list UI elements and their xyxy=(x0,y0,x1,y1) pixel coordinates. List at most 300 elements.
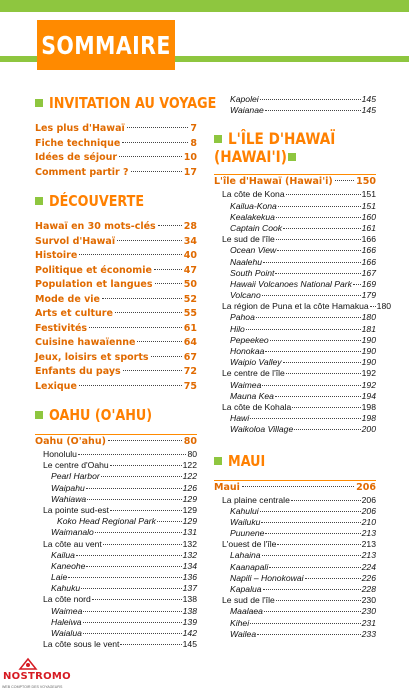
toc-entry-title: La région de Puna et la côte Hamakua xyxy=(222,301,369,312)
section-heading-oahu xyxy=(35,406,197,424)
toc-subentry[interactable] xyxy=(214,506,376,517)
leader-dots xyxy=(278,206,361,207)
toc-entry[interactable] xyxy=(214,234,376,245)
toc-heading-item[interactable] xyxy=(35,166,197,181)
toc-entry-title: Maalaea xyxy=(230,606,263,617)
toc-heading-item[interactable] xyxy=(35,307,197,322)
left-column xyxy=(35,94,217,650)
toc-entry-page: 213 xyxy=(361,539,376,550)
toc-entry-title: Mauna Kea xyxy=(230,390,274,401)
toc-subentry[interactable] xyxy=(35,516,197,527)
toc-subentry[interactable] xyxy=(214,550,376,561)
toc-subentry[interactable] xyxy=(214,606,376,617)
toc-entry-page: 80 xyxy=(187,449,197,459)
toc-entry-page: 180 xyxy=(361,312,376,323)
toc-subentry[interactable] xyxy=(214,201,376,212)
toc-entry-page: 190 xyxy=(361,346,376,356)
toc-item-page: 75 xyxy=(183,380,197,392)
toc-entry-page: 192 xyxy=(361,368,376,379)
toc-subentry[interactable] xyxy=(214,562,376,573)
leader-dots xyxy=(117,240,182,241)
toc-entry-title: La pointe sud-est xyxy=(43,504,109,515)
toc-item-title: Survol d'Hawaï xyxy=(35,235,116,247)
toc-entry-title: La plaine centrale xyxy=(222,494,290,505)
toc-entry-page: 145 xyxy=(361,105,376,116)
section-list-decouverte xyxy=(35,220,197,394)
toc-subentry[interactable] xyxy=(35,606,197,617)
toc-entry[interactable] xyxy=(35,594,197,605)
leader-dots xyxy=(68,577,181,578)
leader-dots xyxy=(265,351,360,352)
toc-subentry[interactable] xyxy=(214,245,376,256)
square-bullet-icon xyxy=(35,197,43,205)
leader-dots xyxy=(151,356,182,357)
toc-entry-title: Waimea xyxy=(51,605,83,616)
leader-dots xyxy=(276,600,361,601)
toc-heading-item[interactable] xyxy=(35,137,197,152)
toc-entry[interactable] xyxy=(214,495,376,506)
toc-heading-item[interactable] xyxy=(35,336,197,351)
section-list-invitation xyxy=(35,122,197,180)
toc-entry-title: Puunene xyxy=(230,528,265,539)
leader-dots xyxy=(305,578,361,579)
toc-entry[interactable] xyxy=(214,368,376,379)
toc-entry-title: Kailua-Kona xyxy=(230,200,277,211)
toc-item-page: 8 xyxy=(190,137,197,149)
toc-entry-title: La côte de Kohala xyxy=(222,401,292,412)
title-rule-right xyxy=(175,56,409,62)
toc-entry-page: 169 xyxy=(361,278,376,289)
toc-entry[interactable] xyxy=(35,460,197,471)
toc-item-page: 64 xyxy=(183,337,197,348)
toc-subentry[interactable] xyxy=(214,94,376,105)
toc-subentry[interactable] xyxy=(214,528,376,539)
toc-item-page: 28 xyxy=(183,221,197,232)
section-title: MAUI xyxy=(228,451,266,470)
logo-mark-icon xyxy=(18,657,38,671)
toc-subentry[interactable] xyxy=(214,105,376,116)
toc-subentry[interactable] xyxy=(35,572,197,583)
toc-subentry[interactable] xyxy=(214,312,376,323)
toc-entry-title: Hilo xyxy=(230,323,245,334)
toc-heading-item[interactable] xyxy=(35,351,197,366)
toc-entry[interactable] xyxy=(214,189,376,200)
toc-entry-title: Hawaii Volcanoes National Park xyxy=(230,278,352,289)
toc-subentry[interactable] xyxy=(214,573,376,584)
toc-item-title: Mode de vie xyxy=(35,293,100,305)
leader-dots xyxy=(269,567,360,568)
toc-heading-item[interactable] xyxy=(35,235,197,250)
leader-dots xyxy=(256,317,361,318)
leader-dots xyxy=(265,110,361,111)
toc-entry-title: La côte de Kona xyxy=(222,189,285,200)
toc-entry-page: 139 xyxy=(182,616,197,627)
toc-entry-title: Kapalua xyxy=(230,584,262,594)
chapter-page: 80 xyxy=(183,436,197,447)
chapter-title: Oahu (O'ahu) xyxy=(35,436,106,447)
leader-dots xyxy=(262,555,361,556)
toc-subentry[interactable] xyxy=(214,424,376,435)
section-heading-invitation xyxy=(35,94,217,112)
toc-entry-page: 145 xyxy=(361,94,376,104)
chapter-title: L'île d'Hawaï (Hawai'i) xyxy=(214,176,333,188)
leader-dots xyxy=(103,544,182,545)
chapter-row-hawaii[interactable] xyxy=(214,174,376,189)
toc-entry-title: Naalehu xyxy=(230,256,263,267)
entry-list-maui xyxy=(214,495,376,640)
toc-entry-title: Haleiwa xyxy=(51,616,82,627)
leader-dots xyxy=(122,142,188,143)
toc-entry-page: 233 xyxy=(361,628,376,639)
toc-item-title: Histoire xyxy=(35,250,78,261)
square-bullet-icon xyxy=(35,411,43,419)
chapter-page: 150 xyxy=(356,176,376,188)
toc-subentry[interactable] xyxy=(214,268,376,279)
toc-entry-page: 122 xyxy=(182,471,197,482)
toc-entry-title: Kahuku xyxy=(51,583,81,594)
leader-dots xyxy=(260,511,361,512)
toc-item-page: 52 xyxy=(183,293,197,305)
toc-entry-page: 134 xyxy=(182,560,197,571)
toc-entry-page: 180 xyxy=(376,301,392,312)
section-title: INVITATION AU VOYAGE xyxy=(49,94,217,112)
page-title: SOMMAIRE xyxy=(41,30,171,60)
toc-entry-title: Waipahu xyxy=(51,482,85,493)
toc-entry-page: 198 xyxy=(361,401,376,412)
toc-entry-title: Waimanalo xyxy=(51,527,94,538)
toc-subentry[interactable] xyxy=(214,629,376,640)
toc-entry-page: 213 xyxy=(361,550,376,561)
toc-entry[interactable] xyxy=(214,301,392,312)
leader-dots xyxy=(83,611,181,612)
toc-entry-page: 226 xyxy=(361,572,376,583)
toc-entry-title: La côte nord xyxy=(43,594,91,605)
toc-subentry[interactable] xyxy=(214,517,376,528)
toc-subentry[interactable] xyxy=(214,290,376,301)
leader-dots xyxy=(83,633,182,634)
toc-subentry[interactable] xyxy=(35,527,197,538)
leader-dots xyxy=(102,298,182,299)
toc-entry-page: 190 xyxy=(361,334,376,345)
toc-subentry[interactable] xyxy=(214,257,376,268)
toc-heading-item[interactable] xyxy=(35,249,197,264)
toc-entry-page: 136 xyxy=(182,572,197,583)
toc-heading-item[interactable] xyxy=(35,151,197,166)
toc-entry-page: 137 xyxy=(182,583,197,594)
section-heading-maui xyxy=(214,452,376,470)
toc-subentry[interactable] xyxy=(214,212,376,223)
toc-entry-page: 190 xyxy=(361,357,376,368)
toc-entry-page: 210 xyxy=(361,516,376,527)
toc-item-title: Arts et culture xyxy=(35,308,113,319)
leader-dots xyxy=(242,486,354,487)
toc-subentry[interactable] xyxy=(35,483,197,494)
toc-item-title: Jeux, loisirs et sports xyxy=(35,351,149,363)
leader-dots xyxy=(262,385,360,386)
leader-dots xyxy=(261,522,360,523)
toc-entry-title: Waialua xyxy=(51,628,82,638)
leader-dots xyxy=(294,429,360,430)
toc-entry-page: 122 xyxy=(182,460,197,471)
toc-entry-page: 129 xyxy=(182,504,197,515)
toc-subentry[interactable] xyxy=(214,335,376,346)
leader-dots xyxy=(264,611,361,612)
toc-entry-title: Honokaa xyxy=(230,346,265,356)
toc-entry-title: Wailuku xyxy=(230,516,261,527)
toc-entry-title: Honolulu xyxy=(43,449,77,459)
toc-subentry[interactable] xyxy=(35,583,197,594)
square-bullet-icon xyxy=(288,153,296,161)
toc-entry-page: 132 xyxy=(182,549,197,560)
toc-entry-title: Laie xyxy=(51,572,68,583)
toc-entry-title: Pearl Harbor xyxy=(51,471,100,482)
toc-entry-page: 167 xyxy=(361,267,376,278)
toc-entry-title: Le centre d'Oahu xyxy=(43,460,109,471)
toc-subentry[interactable] xyxy=(214,413,376,424)
leader-dots xyxy=(286,194,361,195)
square-bullet-icon xyxy=(214,135,222,143)
toc-entry-title: Kailua xyxy=(51,549,75,560)
toc-heading-item[interactable] xyxy=(35,220,197,235)
toc-entry-page: 160 xyxy=(361,211,376,222)
toc-item-title: Cuisine hawaïenne xyxy=(35,337,136,348)
toc-entry[interactable] xyxy=(214,402,376,413)
toc-entry-page: 206 xyxy=(361,494,376,505)
toc-entry-title: South Point xyxy=(230,267,275,278)
top-green-bar xyxy=(0,0,409,12)
toc-heading-item[interactable] xyxy=(35,322,197,337)
toc-item-page: 40 xyxy=(183,250,197,261)
toc-item-page: 17 xyxy=(183,166,197,178)
leader-dots xyxy=(110,510,182,511)
leader-dots xyxy=(263,262,361,263)
leader-dots xyxy=(76,555,182,556)
toc-subentry[interactable] xyxy=(35,628,197,639)
toc-entry-title: Hawi xyxy=(230,413,250,424)
chapter-row-maui[interactable] xyxy=(214,480,376,495)
toc-item-page: 47 xyxy=(183,264,197,276)
leader-dots xyxy=(108,440,182,441)
toc-entry-page: 142 xyxy=(182,628,197,638)
leader-dots xyxy=(101,476,182,477)
leader-dots xyxy=(277,250,360,251)
toc-item-page: 72 xyxy=(183,366,197,377)
chapter-page: 206 xyxy=(356,481,376,493)
toc-entry-title: Koko Head Regional Park xyxy=(57,516,156,527)
leader-dots xyxy=(263,589,361,590)
title-rule-left xyxy=(0,56,37,62)
toc-entry-page: 129 xyxy=(182,516,197,527)
toc-entry-page: 181 xyxy=(361,323,376,334)
square-bullet-icon xyxy=(214,457,222,465)
toc-entry[interactable] xyxy=(214,539,376,550)
leader-dots xyxy=(246,329,361,330)
toc-entry[interactable] xyxy=(35,639,197,650)
leader-dots xyxy=(291,500,361,501)
toc-item-title: Lexique xyxy=(35,380,77,392)
toc-entry-title: Wailea xyxy=(230,628,257,639)
toc-entry-title: Lahaina xyxy=(230,550,261,561)
toc-heading-item[interactable] xyxy=(35,380,197,395)
toc-subentry[interactable] xyxy=(214,380,376,391)
toc-item-title: Politique et économie xyxy=(35,264,152,276)
section-title-line1: L'ÎLE D'HAWAÏ xyxy=(228,129,336,149)
toc-heading-item[interactable] xyxy=(35,365,197,380)
section-title: DÉCOUVERTE xyxy=(49,192,145,210)
leader-dots xyxy=(260,99,361,100)
leader-dots xyxy=(78,454,187,455)
leader-dots xyxy=(86,566,181,567)
toc-entry-title: Waikoloa Village xyxy=(230,424,294,435)
toc-entry-page: 161 xyxy=(361,222,376,233)
toc-entry-title: Le centre de l'île xyxy=(222,368,285,379)
leader-dots xyxy=(275,396,361,397)
toc-subentry[interactable] xyxy=(35,471,197,482)
toc-entry-title: Waimea xyxy=(230,379,262,390)
leader-dots xyxy=(120,644,181,645)
toc-entry-title: Waianae xyxy=(230,105,264,116)
toc-entry-page: 129 xyxy=(182,493,197,504)
leader-dots xyxy=(155,283,182,284)
leader-dots xyxy=(131,171,182,172)
toc-entry-page: 231 xyxy=(361,617,376,628)
toc-heading-item[interactable] xyxy=(35,122,197,137)
section-heading-decouverte xyxy=(35,192,197,210)
toc-entry-page: 166 xyxy=(361,234,376,245)
toc-entry[interactable] xyxy=(35,505,197,516)
toc-heading-item[interactable] xyxy=(35,293,197,308)
toc-entry-page: 198 xyxy=(361,413,376,424)
toc-item-title: Comment partir ? xyxy=(35,166,129,178)
toc-item-title: Fiche technique xyxy=(35,137,121,149)
toc-entry-title: Wahiawa xyxy=(51,493,87,504)
toc-subentry[interactable] xyxy=(214,324,376,335)
toc-entry-page: 194 xyxy=(361,390,376,401)
toc-subentry[interactable] xyxy=(35,494,197,505)
toc-heading-item[interactable] xyxy=(35,264,197,279)
leader-dots xyxy=(87,499,181,500)
square-bullet-icon xyxy=(35,99,43,107)
toc-item-title: Hawaï en 30 mots-clés xyxy=(35,221,156,232)
leader-dots xyxy=(276,217,361,218)
leader-dots xyxy=(283,228,361,229)
leader-dots xyxy=(275,273,360,274)
toc-entry-title: Pepeekeo xyxy=(230,334,269,345)
leader-dots xyxy=(127,127,189,128)
toc-heading-item[interactable] xyxy=(35,278,197,293)
toc-entry[interactable] xyxy=(214,595,376,606)
leader-dots xyxy=(81,588,182,589)
toc-entry[interactable] xyxy=(35,539,197,550)
toc-subentry[interactable] xyxy=(35,617,197,628)
toc-entry-title: Kapolei xyxy=(230,94,259,104)
toc-item-title: Idées de séjour xyxy=(35,152,118,163)
toc-subentry[interactable] xyxy=(35,561,197,572)
toc-subentry[interactable] xyxy=(214,584,376,595)
toc-entry[interactable] xyxy=(35,449,197,460)
leader-dots xyxy=(79,254,181,255)
toc-entry-title: La côte au vent xyxy=(43,538,102,549)
leader-dots xyxy=(277,544,360,545)
entry-list-oahu xyxy=(35,449,197,650)
toc-entry-page: 200 xyxy=(361,424,376,435)
toc-entry-title: Le sud de l'île xyxy=(222,234,275,245)
toc-subentry[interactable] xyxy=(214,357,376,368)
toc-entry-page: 206 xyxy=(361,505,376,516)
toc-item-page: 55 xyxy=(183,308,197,319)
leader-dots xyxy=(115,312,182,313)
leader-dots xyxy=(92,599,182,600)
toc-entry-title: L'ouest de l'île xyxy=(222,539,277,550)
toc-entry-title: Le sud de l'île xyxy=(222,595,275,606)
toc-entry-page: 179 xyxy=(361,290,376,301)
leader-dots xyxy=(154,269,182,270)
toc-item-page: 10 xyxy=(183,152,197,163)
leader-dots xyxy=(158,225,182,226)
toc-item-page: 50 xyxy=(183,279,197,290)
leader-dots xyxy=(95,532,182,533)
toc-entry-page: 131 xyxy=(182,527,197,538)
toc-item-page: 34 xyxy=(183,235,197,247)
leader-dots xyxy=(286,373,361,374)
toc-subentry[interactable] xyxy=(214,346,376,357)
toc-subentry[interactable] xyxy=(214,391,376,402)
leader-dots xyxy=(276,239,361,240)
toc-entry-title: Kihei xyxy=(230,617,250,628)
leader-dots xyxy=(137,341,181,342)
toc-entry-page: 166 xyxy=(361,256,376,267)
toc-entry-page: 138 xyxy=(182,605,197,616)
chapter-row-oahu[interactable] xyxy=(35,434,197,449)
toc-entry-title: La côte sous le vent xyxy=(43,639,120,650)
toc-item-title: Enfants du pays xyxy=(35,366,121,377)
right-column xyxy=(214,94,392,640)
toc-subentry[interactable] xyxy=(214,223,376,234)
leader-dots xyxy=(335,180,354,181)
watermark-logo xyxy=(0,655,71,700)
toc-entry-page: 224 xyxy=(361,561,376,572)
toc-entry-page: 230 xyxy=(361,595,376,606)
watermark-subtitle: WEB COMPTOIR DES VOYAGEURS xyxy=(2,685,63,689)
watermark-name: NOSTROMO xyxy=(3,671,71,682)
toc-subentry[interactable] xyxy=(214,279,376,290)
leader-dots xyxy=(265,533,360,534)
toc-entry-title: Pahoa xyxy=(230,312,255,323)
leader-dots xyxy=(262,295,361,296)
toc-entry-title: Waipio Valley xyxy=(230,357,282,368)
chapter-title: Maui xyxy=(214,481,240,493)
toc-entry-page: 138 xyxy=(182,594,197,605)
leader-dots xyxy=(370,306,376,307)
toc-entry-page: 166 xyxy=(361,245,376,256)
entry-list-oahu-continued xyxy=(214,94,376,116)
leader-dots xyxy=(292,407,360,408)
section-heading-hawaii xyxy=(214,130,376,166)
toc-subentry[interactable] xyxy=(35,550,197,561)
toc-entry-title: Kahului xyxy=(230,505,259,516)
toc-item-title: Les plus d'Hawaï xyxy=(35,123,125,134)
leader-dots xyxy=(110,465,182,466)
leader-dots xyxy=(257,634,361,635)
toc-item-page: 67 xyxy=(183,351,197,363)
toc-entry-title: Captain Cook xyxy=(230,222,283,233)
toc-subentry[interactable] xyxy=(214,618,376,629)
toc-entry-title: Kaanapali xyxy=(230,561,269,572)
toc-entry-page: 151 xyxy=(361,189,376,200)
toc-item-page: 61 xyxy=(183,322,197,334)
toc-item-page: 7 xyxy=(190,123,197,134)
toc-entry-page: 151 xyxy=(361,200,376,211)
